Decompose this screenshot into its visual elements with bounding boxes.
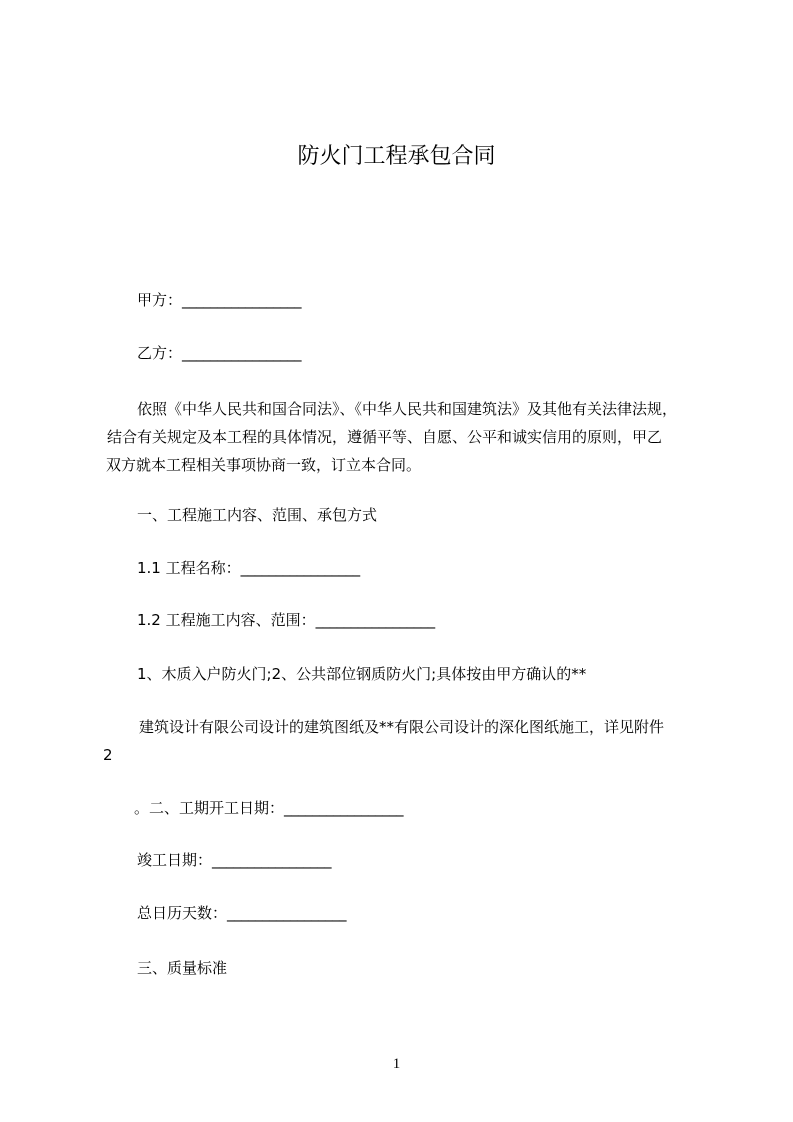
label: 。二、工期开工日期： xyxy=(134,799,285,817)
section-3-heading: 三、质量标准 xyxy=(137,959,228,977)
blank-field: _________________ xyxy=(240,559,360,577)
page-number: 1 xyxy=(392,1056,401,1072)
label: 1.1 工程名称： xyxy=(137,559,241,577)
total-days-line xyxy=(137,904,346,922)
blank-field: _________________ xyxy=(227,904,347,922)
document-title: 防火门工程承包合同 xyxy=(297,144,496,169)
finish-date-line xyxy=(137,851,331,869)
label: 总日历天数： xyxy=(137,904,228,922)
blank-field: _________________ xyxy=(284,799,404,817)
party-b-line xyxy=(137,344,301,362)
label: 甲方： xyxy=(137,291,183,309)
label: 1.2 工程施工内容、范围： xyxy=(137,611,316,629)
blank-field: _________________ xyxy=(182,344,302,362)
section-2-line xyxy=(134,799,403,817)
item-1-2-line xyxy=(137,611,435,629)
intro-line-1: 依照《中华人民共和国合同法》、《中华人民共和国建筑法》及其他有关法律法规， xyxy=(137,400,678,418)
intro-line-2: 结合有关规定及本工程的具体情况，遵循平等、自愿、公平和诚实信用的原则，甲乙 xyxy=(107,428,663,446)
blank-field: _________________ xyxy=(212,851,332,869)
party-a-line xyxy=(137,291,301,309)
item-1-1-line xyxy=(137,559,360,577)
blank-field: _________________ xyxy=(182,291,302,309)
label: 竣工日期： xyxy=(137,851,213,869)
section-1-heading: 一、工程施工内容、范围、承包方式 xyxy=(137,506,378,524)
intro-line-3: 双方就本工程相关事项协商一致，订立本合同。 xyxy=(106,456,422,474)
scope-line-2: 建筑设计有限公司设计的建筑图纸及**有限公司设计的深化图纸施工，详见附件 xyxy=(139,718,665,736)
scope-line-1: 1、木质入户防火门;2、公共部位钢质防火门;具体按由甲方确认的** xyxy=(137,665,587,683)
scope-line-3: 2 xyxy=(103,746,113,764)
label: 乙方： xyxy=(137,344,183,362)
blank-field: _________________ xyxy=(315,611,435,629)
